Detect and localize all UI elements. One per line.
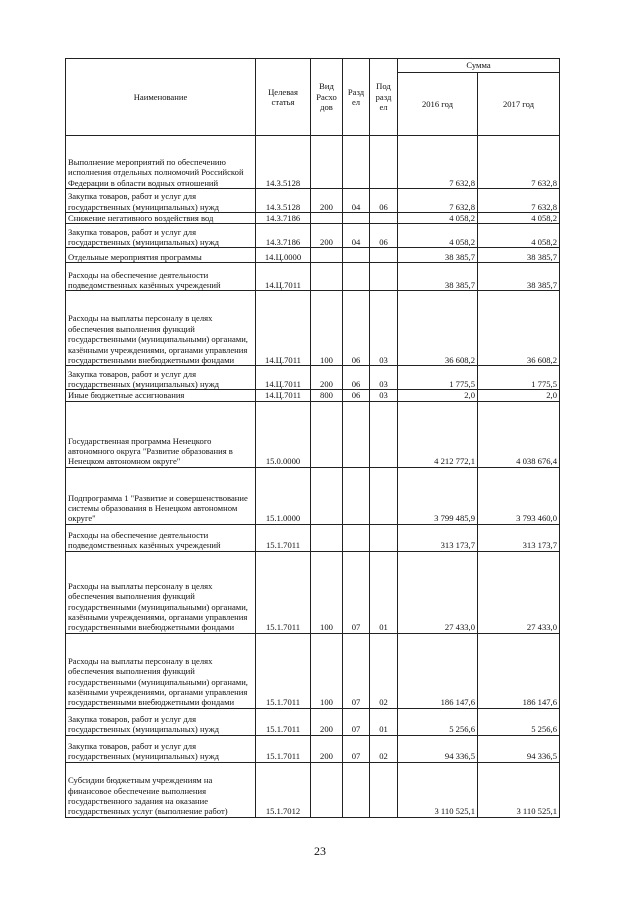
row-sum-2016: 7 632,8 [398,189,478,213]
row-razd [343,248,370,263]
row-name: Государственная программа Ненецкого автономного округа "Развитие образования в Ненецком автономном округе" [66,401,256,467]
table-row [66,263,560,291]
row-sum-2016: 94 336,5 [398,735,478,762]
row-pod [370,136,398,189]
row-vid: 200 [311,224,343,248]
row-target: 15.1.7011 [256,735,311,762]
row-sum-2017: 38 385,7 [478,248,560,263]
row-sum-2016: 186 147,6 [398,633,478,708]
header-pod [370,59,398,136]
row-razd [343,524,370,551]
row-name: Расходы на выплаты персоналу в целях обеспечения выполнения функций государственными (муниципальными) органами, казёнными учреждениями, органами управления государственными внебюджетными фондами [66,633,256,708]
row-sum-2017: 27 433,0 [478,551,560,633]
budget-table [65,58,560,818]
row-target: 15.1.7011 [256,633,311,708]
table-row [66,136,560,189]
row-sum-2017: 3 793 460,0 [478,467,560,524]
row-sum-2017: 313 173,7 [478,524,560,551]
row-sum-2017: 4 058,2 [478,224,560,248]
row-razd: 07 [343,633,370,708]
header-vid-line2: Расхо [316,91,337,102]
table-row [66,633,560,708]
row-sum-2016: 27 433,0 [398,551,478,633]
row-target: 14.3.7186 [256,213,311,224]
row-sum-2017: 2,0 [478,390,560,401]
row-vid: 200 [311,735,343,762]
table-body [66,136,560,818]
row-name: Расходы на обеспечение деятельности подведомственных казённых учреждений [66,263,256,291]
row-sum-2017: 4 038 676,4 [478,401,560,467]
row-name: Закупка товаров, работ и услуг для государственных (муниципальных) нужд [66,735,256,762]
page-number: 23 [314,844,326,858]
row-razd: 07 [343,551,370,633]
row-razd [343,136,370,189]
row-sum-2017: 4 058,2 [478,213,560,224]
row-sum-2017: 5 256,6 [478,708,560,735]
row-pod [370,524,398,551]
row-sum-2016: 7 632,8 [398,136,478,189]
row-pod [370,467,398,524]
row-target: 14.3.5128 [256,136,311,189]
row-target: 15.1.0000 [256,467,311,524]
row-razd: 04 [343,189,370,213]
row-target: 15.1.7011 [256,551,311,633]
row-sum-2016: 4 058,2 [398,213,478,224]
row-pod: 02 [370,633,398,708]
row-sum-2017: 36 608,2 [478,291,560,366]
header-pod-line3: ел [379,102,388,113]
row-pod: 01 [370,551,398,633]
row-vid: 200 [311,708,343,735]
row-vid: 100 [311,291,343,366]
row-target: 14.Ц.7011 [256,263,311,291]
row-target: 14.3.7186 [256,224,311,248]
row-sum-2017: 7 632,8 [478,189,560,213]
row-razd: 04 [343,224,370,248]
row-pod [370,401,398,467]
row-pod: 01 [370,708,398,735]
header-vid [311,59,343,136]
row-pod: 06 [370,224,398,248]
row-razd [343,263,370,291]
header-year-2016: 2016 год [398,73,478,136]
row-razd [343,467,370,524]
row-sum-2016: 38 385,7 [398,263,478,291]
table-row [66,189,560,213]
row-name: Закупка товаров, работ и услуг для государственных (муниципальных) нужд [66,189,256,213]
row-sum-2016: 3 110 525,1 [398,762,478,817]
row-sum-2016: 313 173,7 [398,524,478,551]
row-razd: 06 [343,291,370,366]
row-pod: 02 [370,735,398,762]
row-name: Выполнение мероприятий по обеспечению исполнения отдельных полномочий Российской Федерации в области водных отношений [66,136,256,189]
row-name: Расходы на выплаты персоналу в целях обеспечения выполнения функций государственными (муниципальными) органами, казёнными учреждениями, органами управления государственными внебюджетными фондами [66,291,256,366]
row-name: Расходы на обеспечение деятельности подведомственных казённых учреждений [66,524,256,551]
row-vid [311,213,343,224]
header-razd-line2: ел [351,97,361,107]
row-target: 14.Ц.7011 [256,366,311,390]
header-pod-line2: разд [375,91,392,102]
row-name: Субсидии бюджетным учреждениям на финансовое обеспечение выполнения государственного задания на оказание государственных услуг (выполнение работ) [66,762,256,817]
row-sum-2017: 186 147,6 [478,633,560,708]
table-row [66,213,560,224]
row-sum-2017: 3 110 525,1 [478,762,560,817]
table-row [66,401,560,467]
row-vid [311,248,343,263]
header-razd-line1: Разд [347,86,365,97]
row-pod: 03 [370,291,398,366]
row-sum-2016: 2,0 [398,390,478,401]
header-target [256,59,311,136]
table-row [66,467,560,524]
row-razd [343,401,370,467]
row-target: 15.1.7011 [256,708,311,735]
table-row [66,762,560,817]
row-target: 14.Ц.0000 [256,248,311,263]
row-pod [370,762,398,817]
table-row [66,524,560,551]
row-vid: 200 [311,366,343,390]
row-razd [343,762,370,817]
row-target: 14.3.5128 [256,189,311,213]
table-row [66,224,560,248]
row-pod: 06 [370,189,398,213]
row-sum-2016: 36 608,2 [398,291,478,366]
header-vid-line1: Вид [319,81,334,92]
row-sum-2016: 38 385,7 [398,248,478,263]
row-pod [370,263,398,291]
row-name: Закупка товаров, работ и услуг для государственных (муниципальных) нужд [66,366,256,390]
header-vid-line3: дов [320,102,333,113]
header-pod-line1: Под [376,81,391,92]
row-sum-2017: 7 632,8 [478,136,560,189]
table-row [66,248,560,263]
header-sum: Сумма [398,59,560,73]
row-razd: 07 [343,735,370,762]
row-sum-2017: 1 775,5 [478,366,560,390]
table-row [66,735,560,762]
row-vid [311,401,343,467]
row-razd [343,213,370,224]
row-target: 15.1.7012 [256,762,311,817]
header-target-line1: Целевая [268,86,298,97]
table-row [66,366,560,390]
row-target: 15.1.7011 [256,524,311,551]
row-vid [311,263,343,291]
row-sum-2016: 4 212 772,1 [398,401,478,467]
row-target: 15.0.0000 [256,401,311,467]
row-razd: 06 [343,390,370,401]
row-vid: 100 [311,551,343,633]
row-sum-2016: 3 799 485,9 [398,467,478,524]
row-vid [311,136,343,189]
table-row [66,708,560,735]
row-name: Снижение негативного воздействия вод [66,213,256,224]
row-vid [311,762,343,817]
header-target-line2: статья [271,97,295,107]
row-pod [370,213,398,224]
row-vid [311,467,343,524]
table-header [66,59,560,136]
row-name: Подпрограмма 1 "Развитие и совершенствование системы образования в Ненецком автономном округе" [66,467,256,524]
row-sum-2016: 1 775,5 [398,366,478,390]
header-name: Наименование [66,59,256,136]
row-name: Закупка товаров, работ и услуг для государственных (муниципальных) нужд [66,224,256,248]
table-row [66,390,560,401]
row-name: Закупка товаров, работ и услуг для государственных (муниципальных) нужд [66,708,256,735]
row-name: Расходы на выплаты персоналу в целях обеспечения выполнения функций государственными (муниципальными) органами, казёнными учреждениями, органами управления государственными внебюджетными фондами [66,551,256,633]
header-year-2017: 2017 год [478,73,560,136]
row-razd: 06 [343,366,370,390]
row-target: 14.Ц.7011 [256,390,311,401]
row-vid: 100 [311,633,343,708]
row-pod: 03 [370,390,398,401]
row-sum-2016: 4 058,2 [398,224,478,248]
row-target: 14.Ц.7011 [256,291,311,366]
row-vid [311,524,343,551]
table-row [66,551,560,633]
row-pod [370,248,398,263]
row-name: Отдельные мероприятия программы [66,248,256,263]
row-pod: 03 [370,366,398,390]
row-sum-2016: 5 256,6 [398,708,478,735]
row-sum-2017: 94 336,5 [478,735,560,762]
row-vid: 800 [311,390,343,401]
row-vid: 200 [311,189,343,213]
row-razd: 07 [343,708,370,735]
header-razd [343,59,370,136]
table-row [66,291,560,366]
row-sum-2017: 38 385,7 [478,263,560,291]
row-name: Иные бюджетные ассигнования [66,390,256,401]
